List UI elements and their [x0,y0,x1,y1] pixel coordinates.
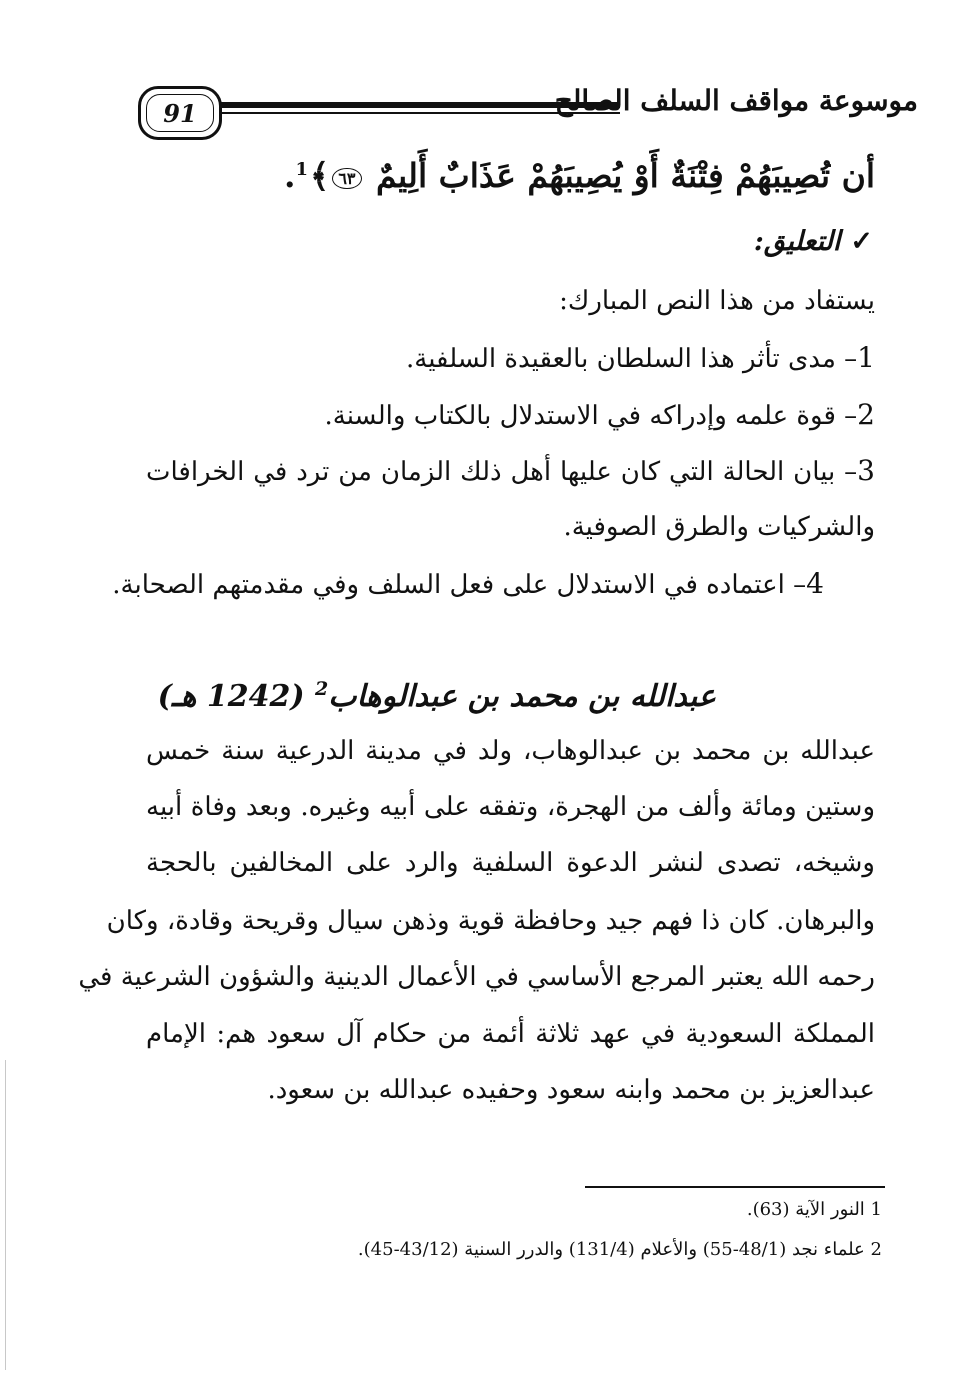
list-item [406,341,875,374]
footnote-text: علماء نجد (48/1-55) والأعلام (131/4) والدرر السنية (43/12-45). [357,1239,865,1260]
footnote-ref-2: 2 [315,678,329,700]
list-item-number: 3 [857,454,875,487]
list-item-text: – اعتماده في الاستدلال على فعل السلف وفي مقدمتهم الصحابة. [112,570,807,600]
page-number-badge [138,86,222,140]
biography-line: عبدالعزيز بن محمد وابنه سعود وحفيده عبدالله بن سعود. [267,1075,875,1105]
page-header [128,78,918,150]
series-title: موسوعة مواقف السلف الصالح [554,84,918,117]
quran-verse [284,156,875,195]
list-item [112,567,824,600]
list-item-text: – قوة علمه وإدراكه في الاستدلال بالكتاب والسنة. [324,401,858,431]
footnote-number: 2 [870,1239,882,1260]
list-item-number: 2 [857,398,875,431]
verse-closing-bracket: ﴾ [309,156,330,195]
list-item-text: – بيان الحالة التي كان عليها أهل ذلك الزمان من ترد في الخرافات [146,457,858,487]
verse-end: . [283,156,296,195]
commentary-heading [754,226,873,257]
scan-edge-line [5,1060,6,1370]
footnote-ref-1: 1 [295,159,308,180]
footnote [358,1239,882,1260]
list-item-continuation: والشركيات والطرق الصوفية. [563,512,875,542]
list-item [325,398,876,431]
checkmark-icon: ✓ [850,226,873,257]
footnote-text: النور الآية (63). [746,1199,865,1220]
footnote-number: 1 [870,1199,882,1220]
biography-line: المملكة السعودية في عهد ثلاثة أئمة من حكام آل سعود هم: الإمام [146,1019,875,1049]
footnote [747,1199,882,1220]
page-number: 91 [163,98,197,128]
biography-line: رحمه الله يعتبر المرجع الأساسي في الأعمال الدينية والشؤون الشرعية في [78,962,875,992]
biography-heading [158,678,716,714]
commentary-heading-text: التعليق: [753,226,841,257]
list-item-text: – مدى تأثر هذا السلطان بالعقيدة السلفية. [406,344,858,374]
footnote-separator [585,1186,885,1188]
biography-line: وشيخه، تصدى لنشر الدعوة السلفية والرد على المخالفين بالحجة [146,848,875,878]
ayah-number-mark: ٦٣ [332,168,361,189]
commentary-intro: يستفاد من هذا النص المبارك: [559,286,875,316]
biography-year: (1242 هـ) [157,679,305,714]
verse-text: أن تُصِيبَهُمْ فِتْنَةٌ أَوْ يُصِيبَهُمْ عَذَابٌ أَلِيمٌ [376,156,875,195]
list-item [146,454,875,487]
list-item-number: 1 [857,341,875,374]
biography-name: عبدالله بن محمد بن عبدالوهاب [328,679,716,714]
biography-line: عبدالله بن محمد بن عبدالوهاب، ولد في مدينة الدرعية سنة خمس [146,736,875,766]
biography-line: والبرهان. كان ذا فهم جيد وحافظة قوية وذهن سيال وقريحة وقادة، وكان [106,906,875,936]
biography-line: وستين ومائة وألف من الهجرة، وتفقه على أبيه وغيره. وبعد وفاة أبيه [146,792,875,822]
list-item-number: 4 [806,567,824,600]
